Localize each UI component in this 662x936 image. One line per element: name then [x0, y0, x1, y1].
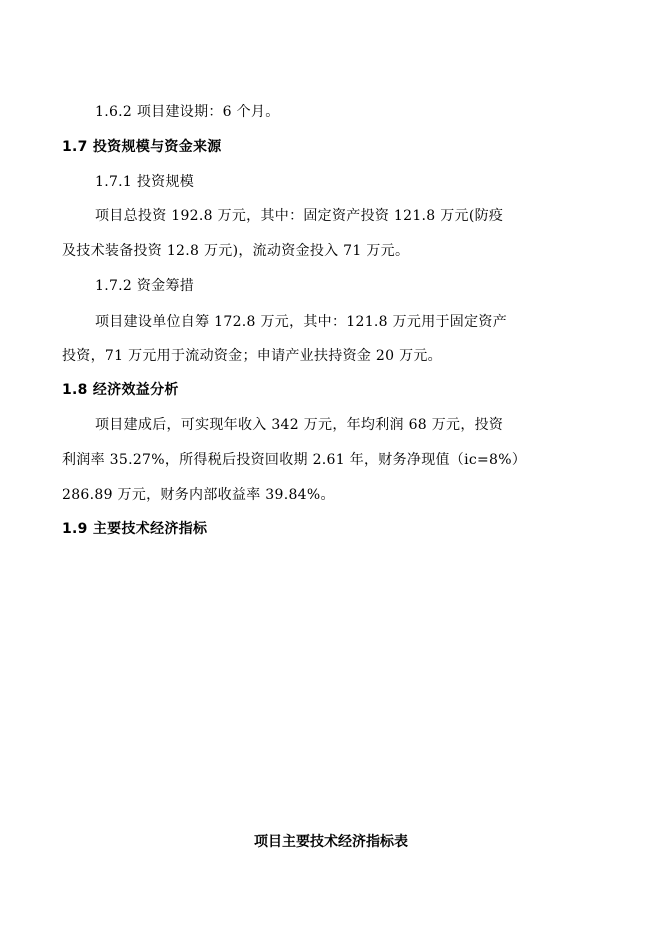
paragraph-benefit-line-2: 利润率 35.27%，所得税后投资回收期 2.61 年，财务净现值（ic=8%）	[62, 452, 527, 468]
paragraph-benefit-line-3: 286.89 万元，财务内部收益率 39.84%。	[62, 487, 335, 503]
paragraph-benefit-line-1: 项目建成后，可实现年收入 342 万元，年均利润 68 万元，投资	[95, 417, 504, 433]
paragraph-funding-line-2: 投资，71 万元用于流动资金；申请产业扶持资金 20 万元。	[62, 348, 442, 364]
subsection-1-7-1: 1.7.1 投资规模	[95, 174, 195, 190]
subsection-1-7-2: 1.7.2 资金筹措	[95, 278, 195, 294]
heading-1-9: 1.9 主要技术经济指标	[62, 521, 208, 537]
heading-1-8: 1.8 经济效益分析	[62, 382, 179, 398]
paragraph-funding-line-1: 项目建设单位自筹 172.8 万元，其中：121.8 万元用于固定资产	[95, 314, 508, 330]
paragraph-investment-line-1: 项目总投资 192.8 万元，其中：固定资产投资 121.8 万元(防疫	[95, 208, 504, 224]
heading-1-7: 1.7 投资规模与资金来源	[62, 139, 222, 155]
subsection-1-6-2: 1.6.2 项目建设期：6 个月。	[95, 104, 280, 120]
table-title: 项目主要技术经济指标表	[254, 834, 408, 850]
paragraph-investment-line-2: 及技术装备投资 12.8 万元)，流动资金投入 71 万元。	[62, 243, 410, 259]
